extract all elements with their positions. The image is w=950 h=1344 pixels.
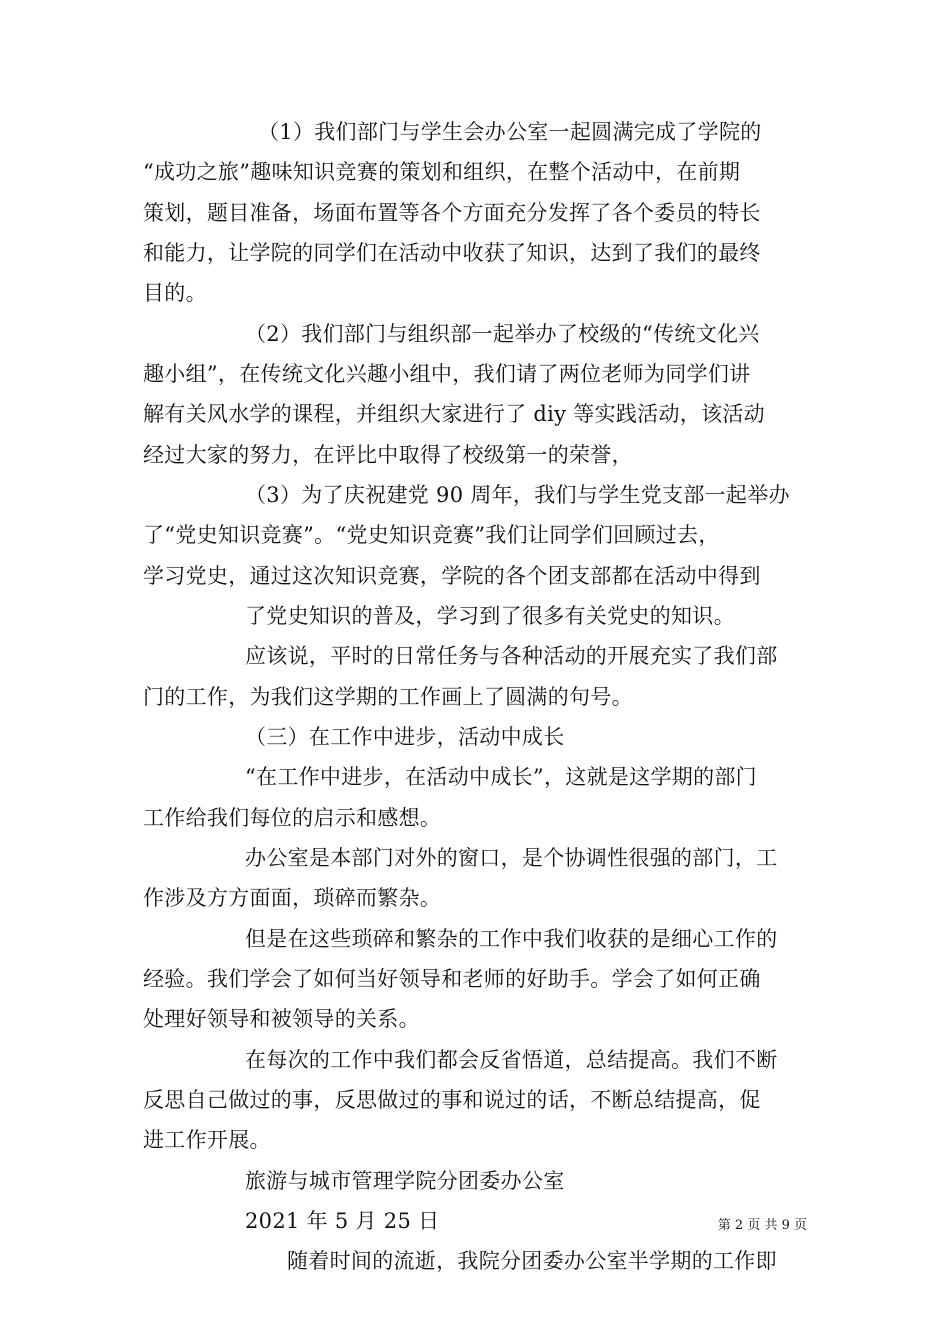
text-line-21: 但是在这些琐碎和繁杂的工作中我们收获的是细心工作的 bbox=[245, 927, 778, 951]
text-line-15: 门的工作，为我们这学期的工作画上了圆满的句号。 bbox=[143, 685, 633, 709]
signature-organization: 旅游与城市管理学院分团委办公室 bbox=[245, 1169, 565, 1193]
text-line-25: 反思自己做过的事，反思做过的事和说过的话，不断总结提高，促 bbox=[143, 1088, 761, 1112]
text-line-7: 趣小组”，在传统文化兴趣小组中，我们请了两位老师为同学们讲 bbox=[143, 362, 751, 386]
text-line-5: 目的。 bbox=[143, 281, 207, 305]
section-heading: （三）在工作中进步，活动中成长 bbox=[245, 725, 565, 749]
signature-date: 2021 年 5 月 25 日 bbox=[245, 1209, 440, 1233]
text-line-6: （2）我们部门与组织部一起举办了校级的“传统文化兴 bbox=[245, 322, 760, 346]
text-line-3: 策划，题目准备，场面布置等各个方面充分发挥了各个委员的特长 bbox=[143, 201, 761, 225]
text-line-10: （3）为了庆祝建党 90 周年，我们与学生党支部一起举办 bbox=[245, 483, 790, 507]
text-line-11: 了“党史知识竞赛”。“党史知识竞赛”我们让同学们回顾过去， bbox=[143, 523, 720, 547]
page-number: 第 2 页 共 9 页 bbox=[717, 1218, 807, 1233]
text-line-4: 和能力，让学院的同学们在活动中收获了知识，达到了我们的最终 bbox=[143, 241, 761, 265]
text-line-23: 处理好领导和被领导的关系。 bbox=[143, 1007, 420, 1031]
text-line-26: 进工作开展。 bbox=[143, 1128, 271, 1152]
text-line-12: 学习党史，通过这次知识竞赛，学院的各个团支部都在活动中得到 bbox=[143, 564, 761, 588]
text-line-24: 在每次的工作中我们都会反省悟道，总结提高。我们不断 bbox=[245, 1048, 778, 1072]
text-line-1: （1）我们部门与学生会办公室一起圆满完成了学院的 bbox=[258, 120, 762, 144]
text-line-29: 随着时间的流逝，我院分团委办公室半学期的工作即 bbox=[287, 1249, 777, 1273]
text-line-22: 经验。我们学会了如何当好领导和老师的好助手。学会了如何正确 bbox=[143, 967, 761, 991]
text-line-19: 办公室是本部门对外的窗口，是个协调性很强的部门，工 bbox=[245, 846, 778, 870]
text-line-17: “在工作中进步，在活动中成长”，这就是这学期的部门 bbox=[245, 765, 757, 789]
text-line-18: 工作给我们每位的启示和感想。 bbox=[143, 806, 442, 830]
text-line-14: 应该说，平时的日常任务与各种活动的开展充实了我们部 bbox=[245, 644, 778, 668]
text-line-20: 作涉及方方面面，琐碎而繁杂。 bbox=[143, 886, 442, 910]
text-line-8: 解有关风水学的课程，并组织大家进行了 diy 等实践活动，该活动 bbox=[143, 402, 765, 426]
text-line-9: 经过大家的努力，在评比中取得了校级第一的荣誉， bbox=[143, 443, 633, 467]
text-line-13: 了党史知识的普及，学习到了很多有关党史的知识。 bbox=[245, 604, 735, 628]
text-line-2: “成功之旅”趣味知识竞赛的策划和组织，在整个活动中，在前期 bbox=[143, 160, 741, 184]
